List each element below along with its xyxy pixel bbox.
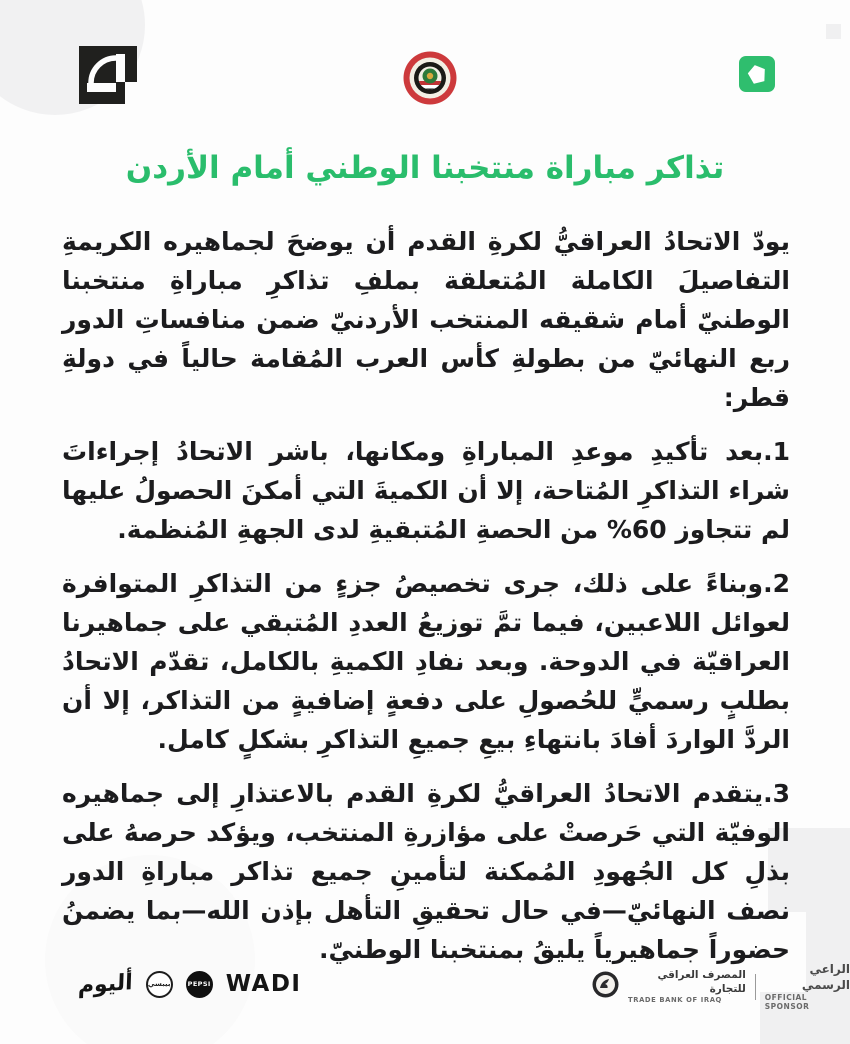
bank-name-arabic: المصرف العراقي للتجارة [657, 969, 746, 995]
iraq-fa-media-logo-icon [79, 46, 137, 108]
sponsor-label-arabic: الراعي الرسمي [801, 962, 850, 992]
point-2-paragraph: 2.وبناءً على ذلك، جرى تخصيصُ جزءٍ من التذاكرِ المتوافرة لعوائل اللاعبين، فيما تمَّ توزيعُ العددِ المُتبقي على جماهيرنا العراقيّة في الدوحة. وبعد نفادِ الكميةِ بالكامل، تقدّم الاتحادُ بطلبٍ رسميٍّ للحُصولِ على دفعةٍ إضافيةٍ من التذاكر، إلا أن الردَّ الواردَ أفادَ بانتهاءِ بيعِ جميعِ التذاكرِ بشكلٍ كامل. [62, 569, 790, 754]
watermark-square [826, 24, 841, 39]
official-sponsor-block [592, 962, 850, 1011]
bank-name-english: TRADE BANK OF IRAQ [628, 995, 722, 1004]
intro-paragraph: يودّ الاتحادُ العراقيُّ لكرةِ القدم أن يوضحَ لجماهيره الكريمةِ التفاصيلَ الكاملة المُتعلقة بملفِ تذاكرِ مباراةِ منتخبنا الوطنيّ أمام شقيقه المنتخب الأردنيّ ضمن منافساتِ الدور ربع النهائيّ من بطولةِ كأس العرب المُقامة حالياً في دولةِ قطر: [62, 227, 790, 412]
statement-body [62, 222, 790, 984]
partner-logos [78, 964, 302, 1004]
sponsor-label [765, 962, 850, 1011]
pepsi-arabic-label: بيبسي [147, 980, 171, 988]
footer-divider [755, 974, 756, 1000]
pepsi-logo-icon [186, 971, 213, 998]
wadi-logo: WADI [225, 971, 302, 997]
bank-name [628, 969, 746, 1003]
pepsi-label: PEPSI [187, 980, 211, 988]
trade-bank-of-iraq-logo-icon [592, 971, 619, 1002]
page-title: تذاكر مباراة منتخبنا الوطني أمام الأردن [125, 150, 725, 186]
aliyom-logo: أليوم [77, 969, 134, 999]
iraq-fa-crest-icon [402, 50, 458, 110]
point-3-paragraph: 3.يتقدم الاتحادُ العراقيُّ لكرةِ القدم بالاعتذارِ إلى جماهيره الوفيّة التي حَرصتْ على مؤازرةِ المنتخب، ويؤكد حرصهُ على بذلِ كل الجُهودِ المُمكنة لتأمينِ جميع تذاكر مباراةِ الدور نصف النهائيّ—في حال تحقيقِ التأهل بإذن الله—بما يضمنُ حضوراً جماهيرياً يليقُ بمنتخبنا الوطنيّ. [62, 779, 790, 964]
point-1-paragraph: 1.بعد تأكيدِ موعدِ المباراةِ ومكانها، باشر الاتحادُ إجراءاتَ شراء التذاكرِ المُتاحة، إلا أن الكميةَ التي أمكنَ الحصولُ عليها لم تتجاوز 60% من الحصةِ المُتبقيةِ لدى الجهةِ المُنظمة. [62, 437, 790, 544]
football-pentagon-icon [739, 56, 775, 92]
pepsi-arabic-logo-icon [146, 971, 173, 998]
sponsor-label-english: OFFICIAL SPONSOR [764, 993, 810, 1012]
